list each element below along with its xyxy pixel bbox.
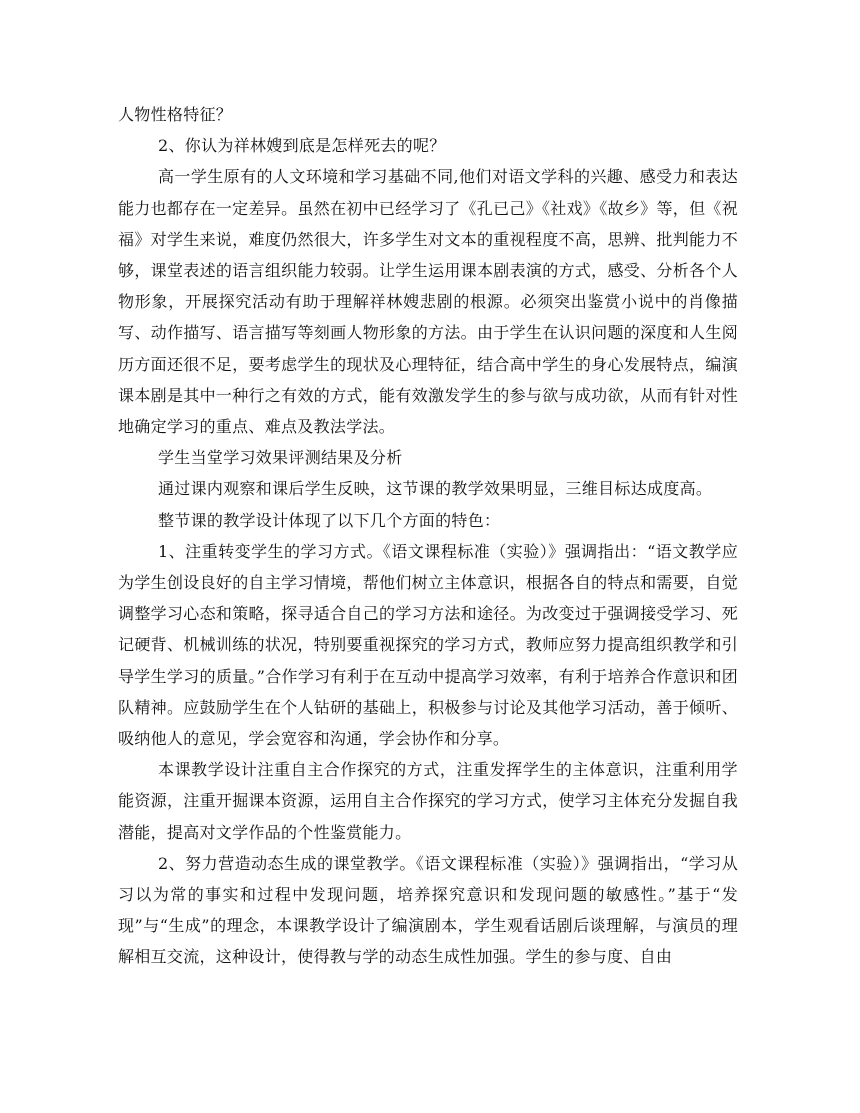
paragraph-feature-1-design: 本课教学设计注重自主合作探究的方式，注重发挥学生的主体意识，注重利用学能资源，注重开掘课本资源，运用自主合作探究的学习方式，使学习主体充分发掘自我潜能，提高对文学作品的个性鉴赏能力。: [118, 760, 738, 842]
paragraph-continuation: 人物性格特征？: [118, 105, 233, 124]
paragraph-teaching-effect: 通过课内观察和课后学生反映，这节课的教学效果明显，三维目标达成度高。: [158, 479, 713, 499]
paragraph-student-analysis: 高一学生原有的人文环境和学习基础不同,他们对语文学科的兴趣、感受力和表达能力也都存在一定差异。虽然在初中已经学习了《孔已己》《社戏》《故乡》等，但《祝福》对学生来说，难度仍然很大，许多学生对文本的重视程度不高，思辨、批判能力不够，课堂表述的语言组织能力较弱。让学生运用课本剧表演的方式，感受、分析各个人物形象，开展探究活动有助于理解祥林嫂悲剧的根源。必须突出鉴赏小说中的肖像描写、动作描写、语言描写等刻画人物形象的方法。由于学生在认识问题的深度和人生阅历方面还很不足，要考虑学生的现状及心理特征，结合高中学生的身心发展特点，编演课本剧是其中一种行之有效的方式，能有效激发学生的参与欲与成功欲，从而有针对性地确定学习的重点、难点及教法学法。: [118, 167, 738, 437]
document-body: [118, 99, 738, 973]
paragraph-feature-2: 2、努力营造动态生成的课堂教学。《语文课程标准（实验）》强调指出，“学习从习以为常的事实和过程中发现问题，培养探究意识和发现问题的敏感性。”基于“发现”与“生成”的理念，本课教学设计了编演剧本，学生观看话剧后谈理解，与演员的理解相互交流，这种设计，使得教与学的动态生成性加强。学生的参与度、自由: [118, 853, 738, 967]
paragraph-feature-1: 1、注重转变学生的学习方式。《语文课程标准（实验）》强调指出：“语文教学应为学生创设良好的自主学习情境，帮他们树立主体意识，根据各自的特点和需要，自觉调整学习心态和策略，探寻适合自己的学习方法和途径。为改变过于强调接受学习、死记硬背、机械训练的状况，特别要重视探究的学习方式，教师应努力提高组织教学和引导学生学习的质量。”合作学习有利于在互动中提高学习效率，有利于培养合作意识和团队精神。应鼓励学生在个人钻研的基础上，积极参与讨论及其他学习活动，善于倾听、吸纳他人的意见，学会宽容和沟通，学会协作和分享。: [118, 541, 738, 749]
paragraph-features-intro: 整节课的教学设计体现了以下几个方面的特色：: [158, 510, 501, 530]
paragraph-question-2: 2、你认为祥林嫂到底是怎样死去的呢？: [158, 136, 446, 156]
section-heading-evaluation: 学生当堂学习效果评测结果及分析: [158, 448, 403, 468]
